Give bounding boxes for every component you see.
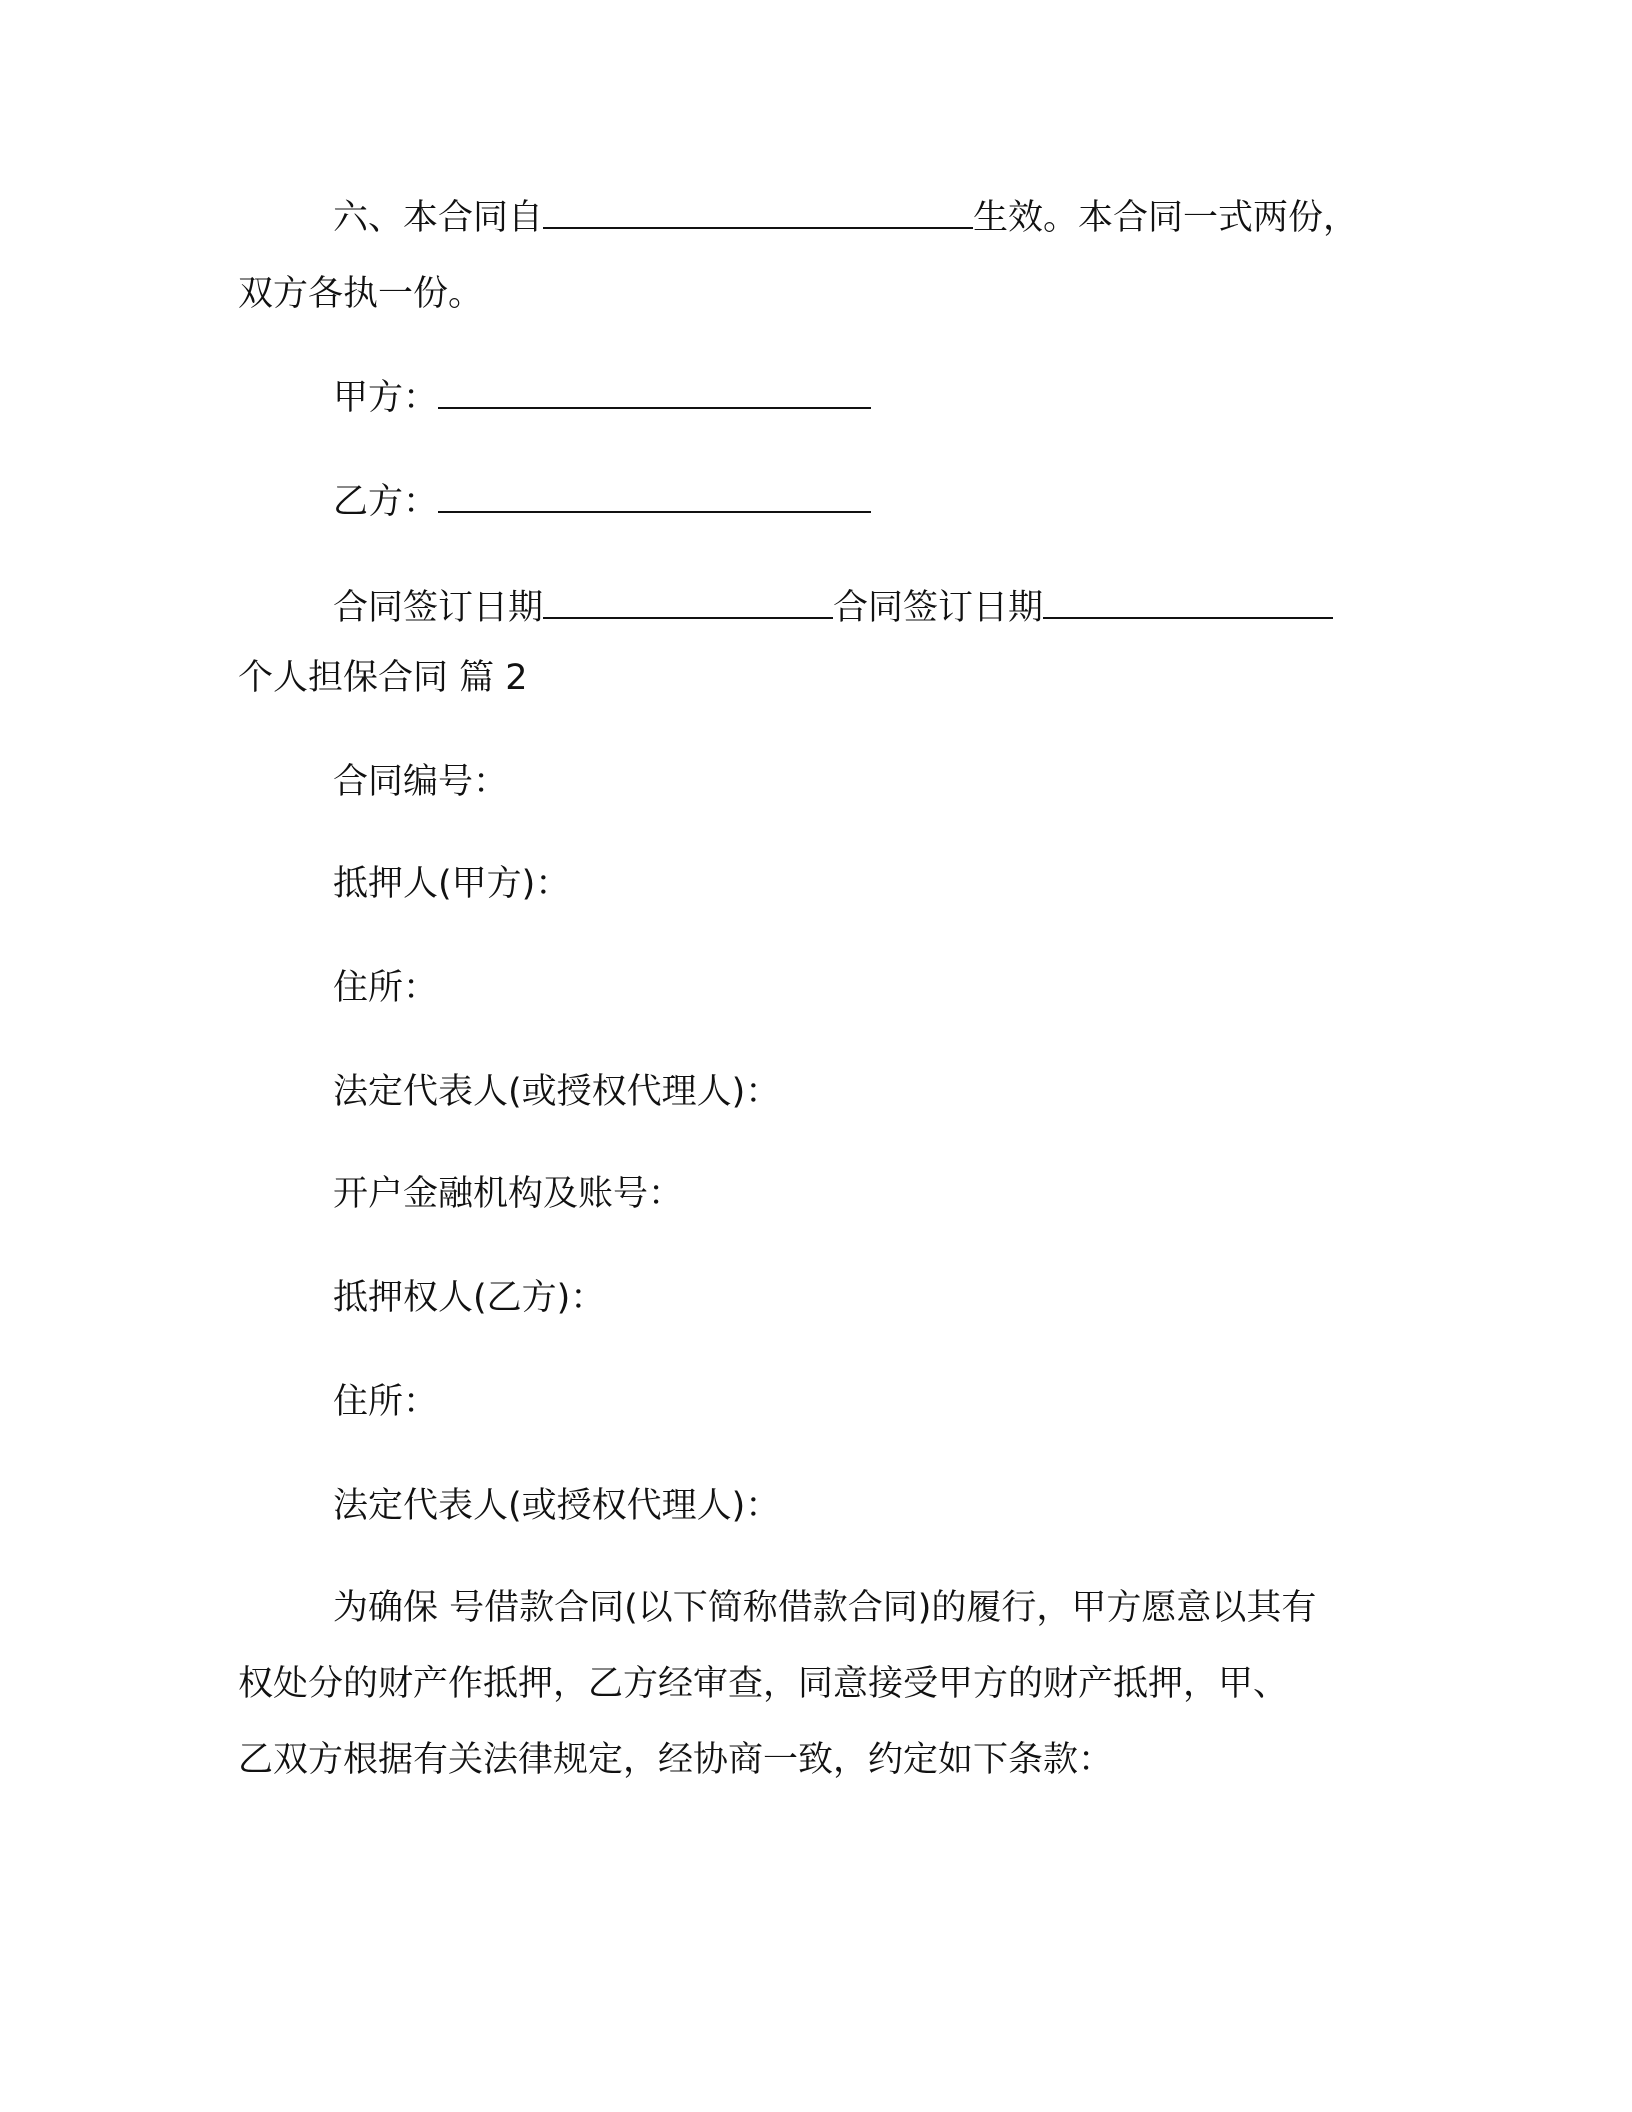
preamble-line2: 权处分的财产作抵押，乙方经审查，同意接受甲方的财产抵押，甲、 xyxy=(238,1664,1289,1704)
effective-date-blank[interactable] xyxy=(543,197,973,229)
clause6-line2: 双方各执一份。 xyxy=(238,274,484,314)
bank-account-label: 开户金融机构及账号： xyxy=(333,1174,684,1214)
sign-date-line xyxy=(333,586,1333,630)
legal-rep-label-1: 法定代表人(或授权代理人)： xyxy=(333,1072,781,1112)
preamble-line1: 为确保 号借款合同(以下简称借款合同)的履行，甲方愿意以其有 xyxy=(333,1588,1317,1628)
party-a-label: 甲方： xyxy=(333,378,439,418)
sign-date-blank-2[interactable] xyxy=(1043,587,1333,619)
party-b-line xyxy=(333,480,871,524)
sign-date-label-2: 合同签订日期 xyxy=(833,588,1044,628)
sign-date-blank-1[interactable] xyxy=(543,587,833,619)
party-b-blank[interactable] xyxy=(438,481,871,513)
clause6-prefix: 六、本合同自 xyxy=(333,198,544,238)
contract-no-label: 合同编号： xyxy=(333,762,509,802)
address-label-2: 住所： xyxy=(333,1382,439,1422)
sign-date-label-1: 合同签订日期 xyxy=(333,588,544,628)
legal-rep-label-2: 法定代表人(或授权代理人)： xyxy=(333,1486,781,1526)
preamble-line3: 乙双方根据有关法律规定，经协商一致，约定如下条款： xyxy=(238,1740,1114,1780)
party-b-label: 乙方： xyxy=(333,482,439,522)
clause6-line1 xyxy=(333,196,1358,240)
address-label-1: 住所： xyxy=(333,968,439,1008)
mortgagee-label: 抵押权人(乙方)： xyxy=(333,1278,606,1318)
party-a-blank[interactable] xyxy=(438,377,871,409)
mortgagor-label: 抵押人(甲方)： xyxy=(333,864,571,904)
party-a-line xyxy=(333,376,871,420)
clause6-suffix: 生效。本合同一式两份， xyxy=(973,198,1359,238)
section-heading: 个人担保合同 篇 2 xyxy=(238,658,528,698)
